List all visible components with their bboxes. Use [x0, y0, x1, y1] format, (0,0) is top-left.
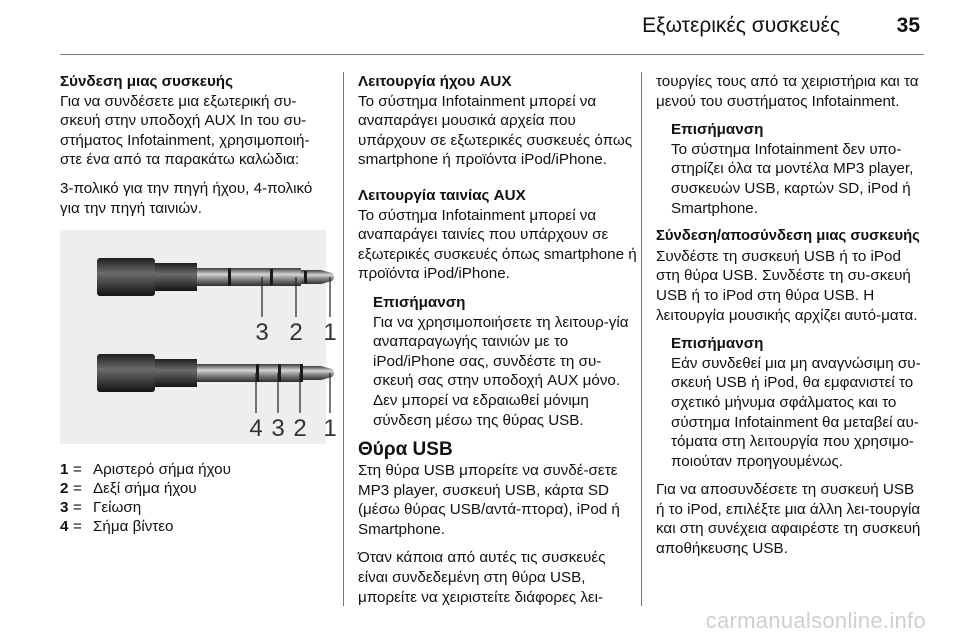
section-heading-aux-video: Λειτουργία ταινίας AUX	[358, 186, 526, 204]
page-title: Εξωτερικές συσκευές	[642, 14, 840, 37]
legend-item	[60, 498, 328, 517]
plug2-label-lines	[60, 230, 337, 444]
note-text: Για να χρησιμοποιήσετε τη λειτουρ-γία αναπαραγωγής ταινιών με το iPod/iPhone σας, συνδέστε τη συ-σκευή σας στην υποδοχή AUX μόνο. Δεν μπορεί να εδραιωθεί μόνιμη σύνδεση μέσω της θύρας USB.	[373, 313, 629, 429]
column-2	[358, 72, 638, 616]
paragraph-aux-cable: Για να συνδέσετε μια εξωτερική συ-σκευή στην υποδοχή AUX In του συ-στήματος Infotainment, χρησιμοποιή-στε ένα από τα παρακάτω καλώδια:	[60, 92, 310, 169]
legend-number: 1	[60, 461, 69, 479]
paragraph-aux-video: Το σύστημα Infotainment μπορεί να αναπαράγει ταινίες που υπάρχουν σε εξωτερικές συσκευές όπως smartphone ή προϊόντα iPod/iPhone.	[358, 206, 637, 283]
legend-equals: =	[73, 461, 82, 479]
section-heading-aux-audio: Λειτουργία ήχου AUX	[358, 73, 512, 90]
section-heading-connect-device: Σύνδεση μιας συσκευής	[60, 73, 233, 90]
legend-text: Αριστερό σήμα ήχου	[93, 461, 231, 479]
legend-number: 3	[60, 499, 69, 517]
legend-number: 2	[60, 480, 69, 498]
plug2-label-4: 4	[249, 415, 263, 443]
plug2-label-1: 1	[323, 415, 337, 443]
page-header	[0, 0, 960, 50]
note-text: Το σύστημα Infotainment δεν υπο-στηρίζει όλα τα μοντέλα MP3 player, συσκευών USB, καρτών SD, iPod ή Smartphone.	[671, 140, 914, 217]
legend-item	[60, 460, 328, 479]
column-divider-1	[343, 72, 344, 606]
note-title: Επισήμανση	[671, 335, 764, 353]
plug2-label-2: 2	[293, 415, 307, 443]
legend-equals: =	[73, 518, 82, 536]
legend-text: Σήμα βίντεο	[93, 518, 174, 536]
paragraph-connect: Συνδέστε τη συσκευή USB ή το iPod στη θύρα USB. Συνδέστε τη συ-σκευή USB ή το iPod στη θύρα USB. Η λειτουργία μουσικής αρχίζει αυτό-ματα.	[656, 247, 918, 324]
paragraph-usb-control-cont: τουργίες τους από τα χειριστήρια και τα μενού του συστήματος Infotainment.	[656, 73, 919, 110]
plug1-label-3: 3	[255, 319, 269, 347]
column-divider-2	[641, 72, 642, 606]
note-text: Εάν συνδεθεί μια μη αναγνώσιμη συ-σκευή USB ή iPod, θα εμφανιστεί το σχετικό μήνυμα σφάλματος και το σύστημα Infotainment θα μεταβεί αυ-τόματα στη λειτουργία που χρησιμο-ποιούταν προηγουμένως.	[671, 354, 921, 470]
note-title: Επισήμανση	[671, 121, 764, 139]
paragraph-cable-types: 3-πολικό για την πηγή ήχου, 4-πολικό για την πηγή ταινιών.	[60, 179, 313, 217]
header-divider	[60, 54, 924, 55]
legend-text: Γείωση	[93, 499, 142, 517]
column-3	[656, 72, 924, 568]
legend-equals: =	[73, 499, 82, 517]
section-heading-connect-disconnect: Σύνδεση/αποσύνδεση μιας συσκευής	[656, 228, 920, 245]
column-1	[60, 72, 337, 536]
note-title: Επισήμανση	[373, 293, 466, 311]
watermark: carmanualsonline.info	[705, 608, 926, 633]
legend-equals: =	[73, 480, 82, 498]
page-number: 35	[896, 14, 920, 37]
legend-item	[60, 517, 328, 536]
paragraph-aux-audio: Το σύστημα Infotainment μπορεί να αναπαράγει μουσικά αρχεία που υπάρχουν σε εξωτερικές συσκευές όπως smartphone ή προϊόντα iPod/iPhone.	[358, 92, 633, 169]
note-box-compat	[656, 120, 924, 218]
paragraph-usb-control: Όταν κάποια από αυτές τις συσκευές είναι συνδεδεμένη στη θύρα USB, μπορείτε να χειριστείτε διάφορες λει-	[358, 549, 606, 606]
legend-item	[60, 479, 328, 498]
section-heading-usb-port: Θύρα USB	[358, 439, 453, 461]
plug2-label-3: 3	[271, 415, 285, 443]
figure-legend	[60, 460, 328, 536]
legend-text: Δεξί σήμα ήχου	[93, 480, 197, 498]
note-box-video	[358, 293, 638, 430]
legend-number: 4	[60, 518, 69, 536]
plug2-labels	[60, 230, 337, 444]
note-box-error	[656, 334, 924, 471]
paragraph-disconnect: Για να αποσυνδέσετε τη συσκευή USB ή το iPod, επιλέξτε μια άλλη λει-τουργία και στη συνέχεια αφαιρέστε τη συσκευή αποθήκευσης USB.	[656, 481, 921, 558]
plug1-label-1: 1	[323, 319, 337, 347]
figure-aux-plugs	[60, 230, 337, 444]
paragraph-usb-devices: Στη θύρα USB μπορείτε να συνδέ-σετε MP3 player, συσκευή USB, κάρτα SD (μέσω θύρας USB/αντά-πτορα), iPod ή Smartphone.	[358, 462, 620, 538]
plug1-label-2: 2	[289, 319, 303, 347]
